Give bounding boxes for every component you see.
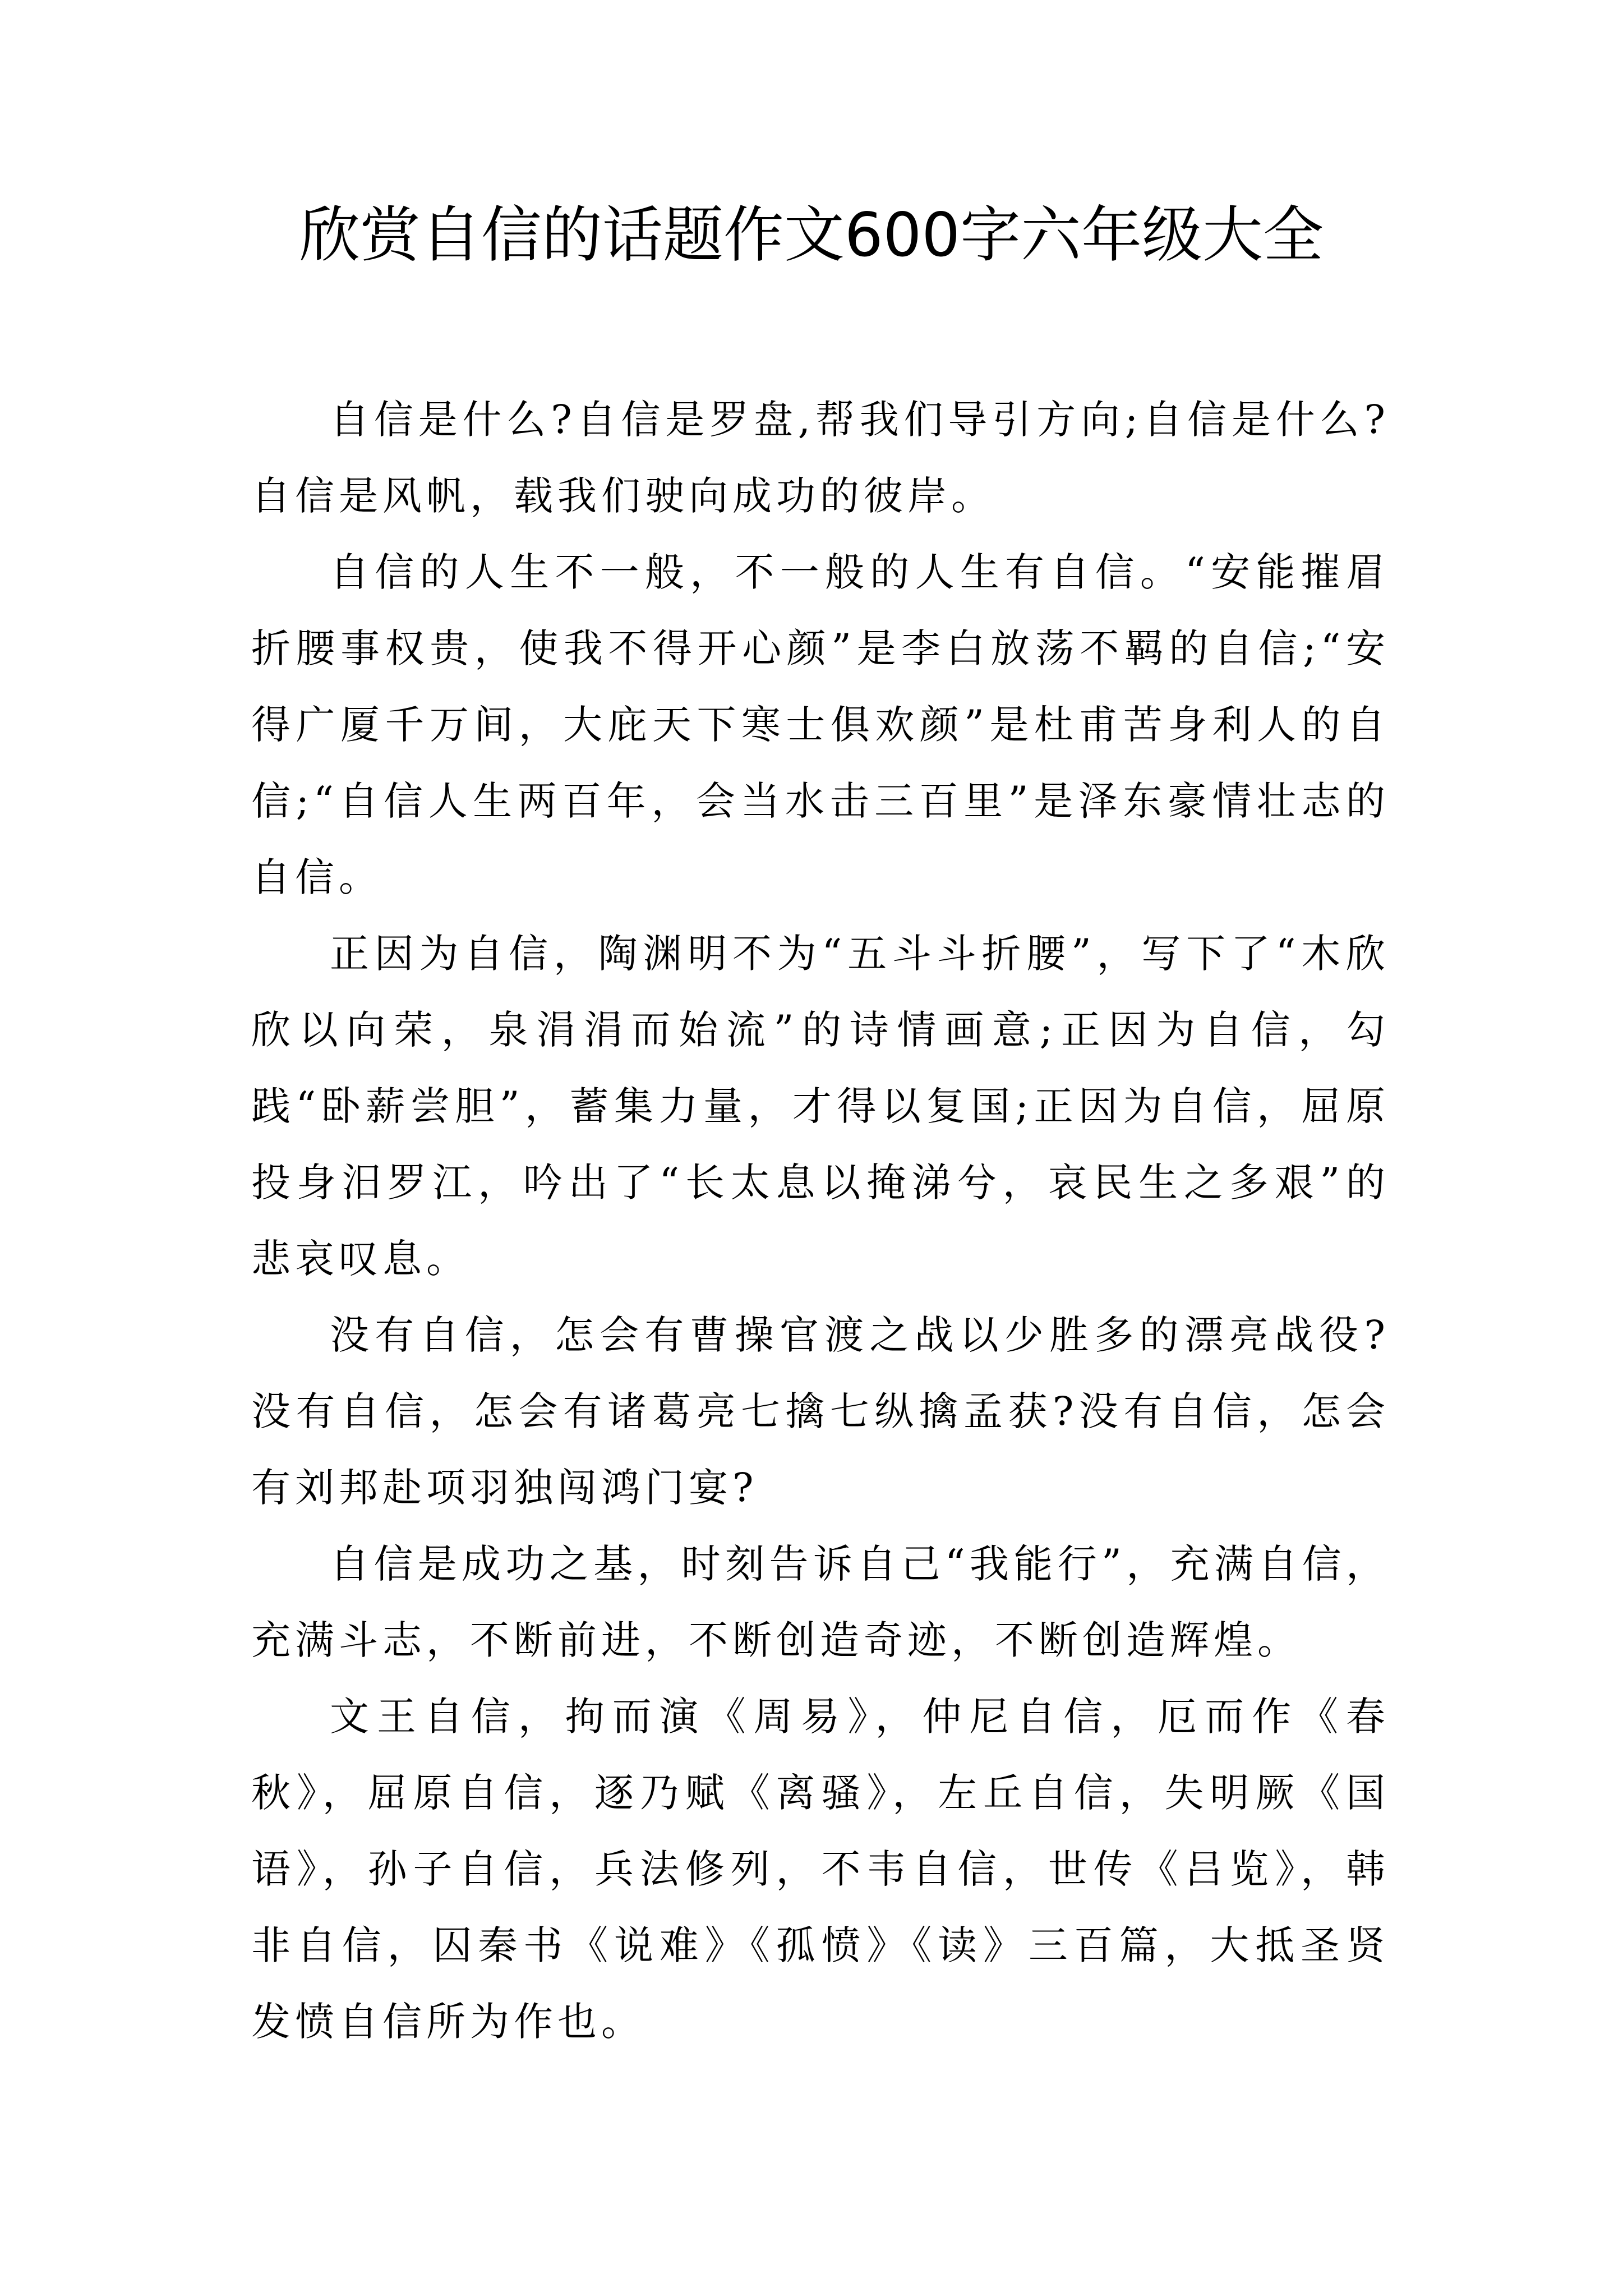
paragraph-1: 自信是什么?自信是罗盘,帮我们导引方向;自信是什么?自信是风帆，载我们驶向成功的彼岸。 — [251, 397, 1390, 519]
document-body — [251, 381, 1390, 2060]
paragraph-5: 自信是成功之基，时刻告诉自己“我能行”，充满自信，充满斗志，不断前进，不断创造奇迹，不断创造辉煌。 — [251, 1541, 1390, 1663]
paragraph-3: 正因为自信，陶渊明不为“五斗斗折腰”，写下了“木欣欣以向荣，泉涓涓而始流”的诗情画意;正因为自信，勾践“卧薪尝胆”，蓄集力量，才得以复国;正因为自信，屈原投身汨罗江，吟出了“长太息以掩涕兮，哀民生之多艰”的悲哀叹息。 — [251, 931, 1390, 1282]
paragraph-2: 自信的人生不一般，不一般的人生有自信。“安能摧眉折腰事权贵，使我不得开心颜”是李白放荡不羁的自信;“安得广厦千万间，大庇天下寒士俱欢颜”是杜甫苦身利人的自信;“自信人生两百年，会当水击三百里”是泽东豪情壮志的自信。 — [251, 549, 1390, 900]
paragraph-4: 没有自信，怎会有曹操官渡之战以少胜多的漂亮战役?没有自信，怎会有诸葛亮七擒七纵擒孟获?没有自信，怎会有刘邦赴项羽独闯鸿门宴? — [251, 1312, 1390, 1511]
document-title: 欣赏自信的话题作文600字六年级大全 — [299, 200, 1324, 270]
paragraph-6: 文王自信，拘而演《周易》，仲尼自信，厄而作《春秋》，屈原自信，逐乃赋《离骚》，左丘自信，失明厥《国语》，孙子自信，兵法修列，不韦自信，世传《吕览》，韩非自信，囚秦书《说难》《孤愤》《读》三百篇，大抵圣贤发愤自信所为作也。 — [251, 1694, 1390, 2045]
